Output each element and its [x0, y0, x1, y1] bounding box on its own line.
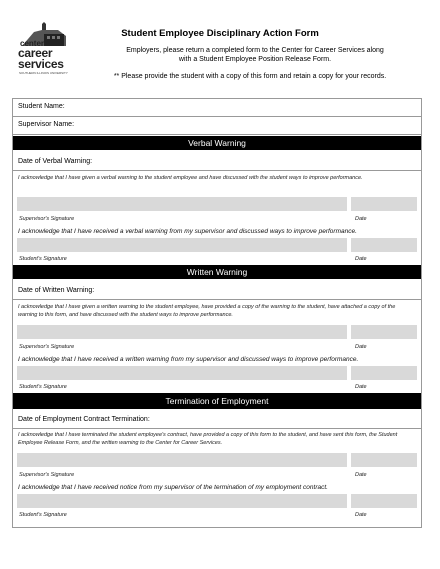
termination-student-signature-box[interactable]	[17, 494, 347, 508]
written-warning-header: Written Warning	[13, 265, 421, 279]
verbal-student-signature-box[interactable]	[17, 238, 347, 252]
student-name-field[interactable]	[13, 99, 421, 117]
termination-supervisor-ack: I acknowledge that I have terminated the student employee's contract, have provided a copy of this form to the student, and have sent this form, the Student Employee Release Form, and the written warning to the Center for Career Services.	[18, 432, 398, 446]
termination-date-field[interactable]	[13, 410, 421, 429]
written-supervisor-signature-box[interactable]	[17, 325, 347, 339]
student-name-label: Student Name:	[18, 103, 65, 110]
termination-supervisor-date-label: Date	[355, 472, 367, 478]
written-date-field[interactable]	[13, 281, 421, 300]
verbal-date-field[interactable]	[13, 152, 421, 171]
logo-tagline: SOUTHERN ILLINOIS UNIVERSITY	[19, 71, 68, 75]
written-student-date-box[interactable]	[351, 366, 417, 380]
form-title: Student Employee Disciplinary Action Form	[121, 28, 319, 39]
verbal-supervisor-date-box[interactable]	[351, 197, 417, 211]
verbal-student-sig-label: Student's Signature	[19, 256, 67, 262]
verbal-student-date-box[interactable]	[351, 238, 417, 252]
written-supervisor-date-label: Date	[355, 344, 367, 350]
written-student-signature-box[interactable]	[17, 366, 347, 380]
written-student-sig-label: Student's Signature	[19, 384, 67, 390]
intro-line-1: Employers, please return a completed form to the Center for Career Services along	[126, 47, 384, 54]
termination-supervisor-date-box[interactable]	[351, 453, 417, 467]
copy-note: ** Please provide the student with a copy of this form and retain a copy for your records.	[113, 73, 387, 80]
verbal-supervisor-sig-label: Supervisor's Signature	[19, 216, 75, 222]
logo-text-career: career	[18, 46, 53, 60]
intro-line-2: with a Student Employee Position Release Form.	[178, 56, 332, 63]
intro-text	[70, 46, 440, 64]
verbal-student-date-label: Date	[355, 256, 367, 262]
written-supervisor-ack: I acknowledge that I have given a written warning to the student employee, have provided a copy of the warning to the student, have attached a copy of the warning to this form, and have discussed with the student ways to improve performance.	[18, 304, 396, 318]
disciplinary-form	[12, 98, 422, 528]
supervisor-name-field[interactable]	[13, 117, 421, 135]
termination-student-ack: I acknowledge that I have received notice from my supervisor of the termination of my employment contract.	[18, 484, 328, 491]
verbal-warning-header: Verbal Warning	[13, 136, 421, 150]
written-supervisor-sig-label: Supervisor's Signature	[19, 344, 75, 350]
written-student-ack: I acknowledge that I have received a written warning from my supervisor and discussed ways to improve performance.	[18, 356, 359, 363]
logo-text-services: services	[18, 57, 64, 71]
written-student-date-label: Date	[355, 384, 367, 390]
written-date-label: Date of Written Warning:	[18, 287, 95, 294]
written-supervisor-date-box[interactable]	[351, 325, 417, 339]
termination-header: Termination of Employment	[13, 393, 421, 409]
termination-supervisor-sig-label: Supervisor's Signature	[19, 472, 75, 478]
termination-student-date-label: Date	[355, 512, 367, 518]
termination-student-date-box[interactable]	[351, 494, 417, 508]
termination-student-sig-label: Student's Signature	[19, 512, 67, 518]
logo-text-center: center	[20, 39, 45, 48]
verbal-student-ack: I acknowledge that I have received a verbal warning from my supervisor and discussed ways to improve performance.	[18, 228, 357, 235]
termination-supervisor-signature-box[interactable]	[17, 453, 347, 467]
verbal-date-label: Date of Verbal Warning:	[18, 158, 93, 165]
verbal-supervisor-ack: I acknowledge that I have given a verbal warning to the student employee and have discussed with the student ways to improve performance.	[18, 175, 363, 181]
supervisor-name-label: Supervisor Name:	[18, 121, 75, 128]
verbal-supervisor-signature-box[interactable]	[17, 197, 347, 211]
termination-date-label: Date of Employment Contract Termination:	[18, 416, 150, 423]
verbal-supervisor-date-label: Date	[355, 216, 367, 222]
